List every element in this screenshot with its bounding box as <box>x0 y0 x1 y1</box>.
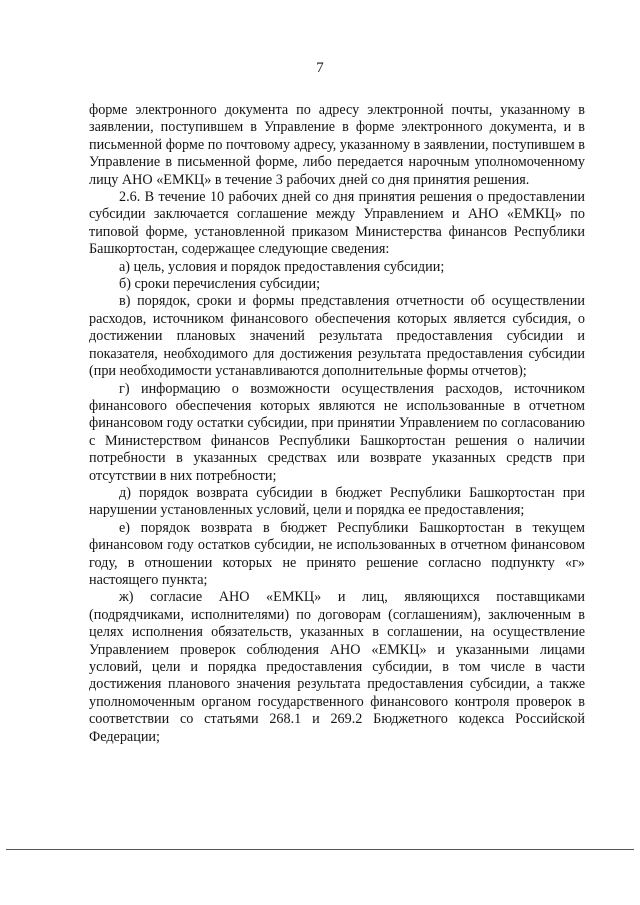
list-item-zh: ж) согласие АНО «ЕМКЦ» и лиц, являющихся поставщиками (подрядчиками, исполнителями) по договорам (соглашениям), заключенным в целях исполнения обязательств, указанных в соглашении, на осуществление Управлением проверок соблюдения АНО «ЕМКЦ» и указанными лицами условий, цели и порядка предоставления субсидии, в том числе в части достижения планового значения результата предоставления субсидии, а также уполномоченным органом государственного финансового контроля проверок в соответствии со статьями 268.1 и 269.2 Бюджетного кодекса Российской Федерации; <box>89 589 585 745</box>
page-number: 7 <box>316 60 324 76</box>
footer-divider <box>6 849 634 850</box>
list-item-v: в) порядок, сроки и формы представления отчетности об осуществлении расходов, источником финансового обеспечения которых является субсидия, о достижении плановых значений результата предоставления субсидии и показателя, необходимого для достижения результата предоставления субсидии (при необходимости устанавливаются дополнительные формы отчетов); <box>89 293 585 380</box>
list-item-e: е) порядок возврата в бюджет Республики Башкортостан в текущем финансовом году остатков субсидии, не использованных в отчетном финансовом году, в отношении которых не принято решение согласно подпункту «г» настоящего пункта; <box>89 519 585 588</box>
paragraph-decision-delivery: форме электронного документа по адресу электронной почты, указанному в заявлении, поступившем в Управление в форме электронного документа, и в письменной форме по почтовому адресу, указанному в заявлении, поступившем в Управление в письменной форме, либо передается нарочным уполномоченному лицу АНО «ЕМКЦ» в течение 3 рабочих дней со дня принятия решения. <box>89 102 585 188</box>
list-item-b: б) сроки перечисления субсидии; <box>119 276 321 293</box>
list-item-d: д) порядок возврата субсидии в бюджет Республики Башкортостан при нарушении установленных условий, цели и порядка ее предоставления; <box>89 484 585 519</box>
body-text <box>89 102 585 746</box>
paragraph-2-6: 2.6. В течение 10 рабочих дней со дня принятия решения о предоставлении субсидии заключается соглашение между Управлением и АНО «ЕМКЦ» по типовой форме, установленной приказом Министерства финансов Республики Башкортостан, содержащее следующие сведения: <box>89 189 585 258</box>
list-item-a: а) цель, условия и порядок предоставления субсидии; <box>119 258 445 275</box>
list-item-g: г) информацию о возможности осуществления расходов, источником финансового обеспечения которых являются не использованные в отчетном финансовом году остатки субсидии, при принятии Управлением по согласованию с Министерством финансов Республики Башкортостан решения о наличии потребности в указанных средствах или возврате указанных средств при отсутствии в них потребности; <box>89 380 585 484</box>
